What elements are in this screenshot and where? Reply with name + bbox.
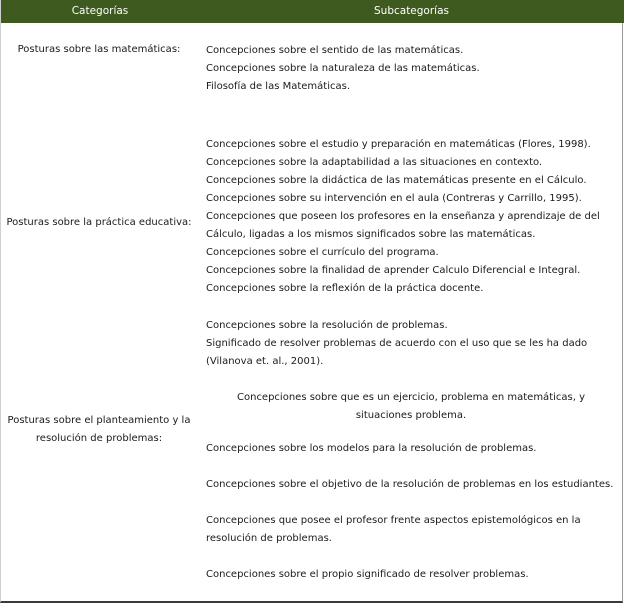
list-item: Concepciones sobre la didáctica de las matemáticas presente en el Cálculo. xyxy=(206,175,587,186)
subcategory-objetivo xyxy=(206,476,618,494)
list-item: Filosofía de las Matemáticas. xyxy=(206,81,351,92)
list-item: Concepciones sobre que es un ejercicio, problema en matemáticas, y situaciones problema. xyxy=(237,392,585,421)
list-item: Concepciones sobre la adaptabilidad a las situaciones en contexto. xyxy=(206,157,543,168)
list-item: Concepciones sobre la reflexión de la práctica docente. xyxy=(206,283,484,294)
subcategory-ejercicio-problema xyxy=(211,389,611,425)
category-practica-educativa: Posturas sobre la práctica educativa: xyxy=(6,217,192,228)
list-item: Concepciones sobre el propio significado de resolver problemas. xyxy=(206,569,529,580)
subcategory-list-matematicas xyxy=(206,42,618,96)
category-resolucion-problemas: Posturas sobre el planteamiento y la resolución de problemas: xyxy=(7,415,191,444)
list-item: Concepciones sobre la naturaleza de las matemáticas. xyxy=(206,63,480,74)
subcategory-list-resolucion-a xyxy=(206,317,618,371)
header-categorias: Categorías xyxy=(71,5,129,17)
list-item: Concepciones sobre el currículo del programa. xyxy=(206,247,439,258)
list-item: Concepciones que posee el profesor frente aspectos epistemológicos en la resolución de problemas. xyxy=(206,515,581,544)
list-item: Concepciones sobre su intervención en el aula (Contreras y Carrillo, 1995). xyxy=(206,193,582,204)
category-matematicas: Posturas sobre las matemáticas: xyxy=(17,44,181,55)
subcategory-modelos xyxy=(206,440,618,458)
subcategory-list-practica xyxy=(206,136,618,298)
list-item: Significado de resolver problemas de acuerdo con el uso que se les ha dado (Vilanova et. al., 2001). xyxy=(206,338,588,367)
list-item: Concepciones sobre la finalidad de aprender Calculo Diferencial e Integral. xyxy=(206,265,581,276)
list-item: Concepciones que poseen los profesores en la enseñanza y aprendizaje de del Cálculo, ligadas a los mismos significados sobre las matemáticas. xyxy=(206,211,600,240)
table-header xyxy=(1,0,624,23)
subcategory-significado xyxy=(206,566,618,584)
list-item: Concepciones sobre el objetivo de la resolución de problemas en los estudiantes. xyxy=(206,479,614,490)
list-item: Concepciones sobre los modelos para la resolución de problemas. xyxy=(206,443,537,454)
subcategory-epistemologicos xyxy=(206,512,618,548)
header-subcategorias: Subcategorías xyxy=(374,5,449,17)
list-item: Concepciones sobre el estudio y preparación en matemáticas (Flores, 1998). xyxy=(206,139,591,150)
list-item: Concepciones sobre el sentido de las matemáticas. xyxy=(206,45,464,56)
list-item: Concepciones sobre la resolución de problemas. xyxy=(206,320,448,331)
